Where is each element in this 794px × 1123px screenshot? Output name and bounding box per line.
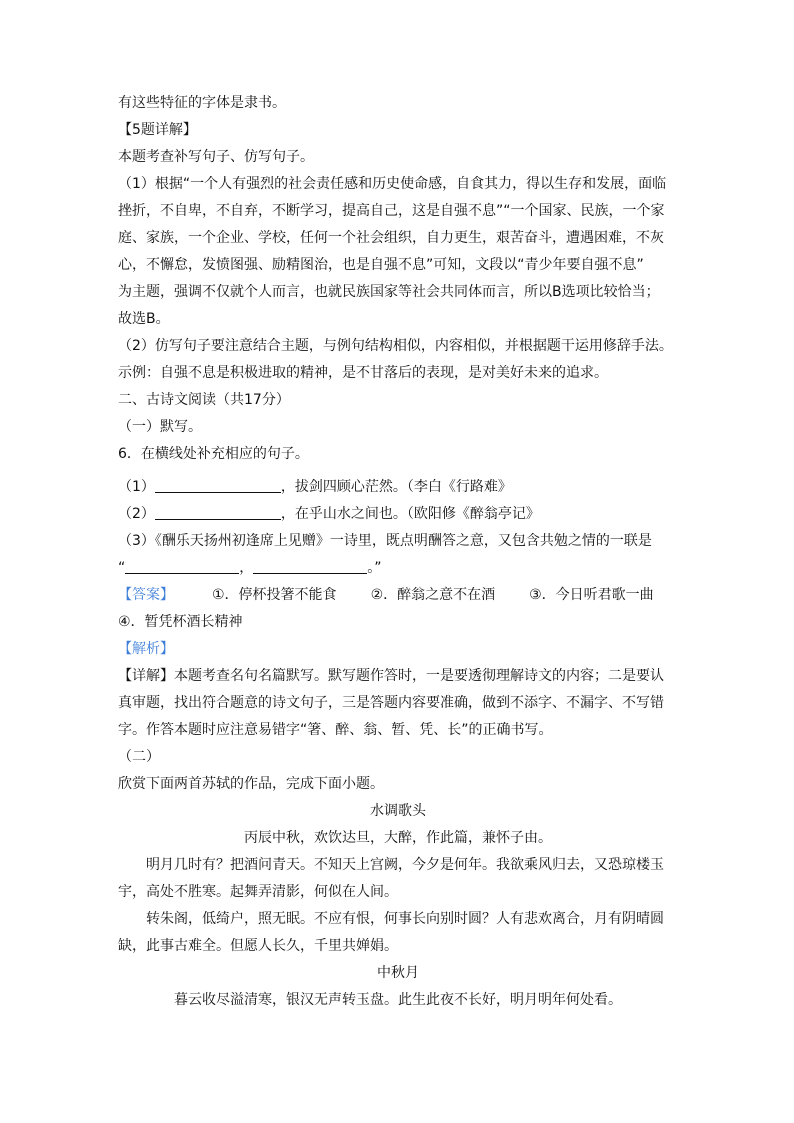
answer-blank: [155, 476, 281, 493]
question-title: 6．在横线处补充相应的句子。: [118, 446, 309, 462]
subsection-heading: （一）默写。: [118, 419, 202, 435]
analysis-label: 【解析】: [118, 641, 174, 657]
answer-blank: [155, 503, 281, 520]
question-2: [118, 501, 678, 528]
section-heading: 二、古诗文阅读（共17分）: [118, 392, 290, 408]
text-line: 欣赏下面两首苏轼的作品，完成下面小题。: [118, 776, 384, 792]
text-line: （1）根据“一个人有强烈的社会责任感和历史使命感，自食其力，得以生存和发展，面临: [118, 176, 667, 192]
text-line: 庭、家族，一个企业、学校，任何一个社会组织，自力更生，艰苦奋斗，遭遇困难，不灰: [118, 230, 664, 246]
text-line: 本题考查补写句子、仿写句子。: [118, 149, 314, 165]
answer-line: [118, 582, 678, 609]
question-text: ，拔剑四顾心茫然。（李白《行路难》: [280, 479, 512, 495]
text-line: 心，不懈怠，发愤图强、励精图治，也是自强不息”可知，文段以“青少年要自强不息”: [118, 257, 644, 273]
text-line: 【详解】本题考查名句名篇默写。默写题作答时，一是要透彻理解诗文的内容；二是要认: [118, 668, 664, 684]
question-number: （2）: [118, 506, 155, 522]
poem-preface: 丙辰中秋，欢饮达旦，大醉，作此篇，兼怀子由。: [244, 830, 552, 846]
answer-blank: [125, 557, 239, 574]
text-line: 故选B。: [118, 311, 170, 327]
section-heading: 【5题详解】: [118, 122, 197, 138]
answer-item: ③．今日听君歌一曲: [529, 587, 654, 603]
poem-line: 暮云收尽溢清寒，银汉无声转玉盘。此生此夜不长好，明月明年何处看。: [174, 992, 622, 1008]
answer-blank: [253, 557, 367, 574]
document-page: [118, 90, 678, 1014]
question-1: [118, 474, 678, 501]
text-line: 为主题，强调不仅就个人而言，也就民族国家等社会共同体而言，所以B选项比较恰当；: [118, 284, 660, 300]
answer-item: ①．停杯投箸不能食: [212, 587, 337, 603]
poem-line: 缺，此事古难全。但愿人长久，千里共婵娟。: [118, 938, 398, 954]
text-line: 有这些特征的字体是隶书。: [118, 95, 286, 111]
answer-label: 【答案】: [118, 587, 174, 603]
question-3: （3）《酬乐天扬州初逢席上见赠》一诗里，既点明酬答之意，又包含共勉之情的一联是: [118, 533, 652, 549]
poem-title: 水调歌头: [370, 803, 426, 819]
text-line: 示例：自强不息是积极进取的精神，是不甘落后的表现，是对美好未来的追求。: [118, 365, 608, 381]
answer-item: ②．醉翁之意不在酒: [370, 587, 496, 603]
comma: ，: [239, 560, 254, 576]
answer-item: ④．暂凭杯酒长精神: [118, 614, 243, 630]
question-3-blanks: [118, 555, 678, 582]
question-text: ，在乎山水之间也。（欧阳修《醉翁亭记》: [280, 506, 540, 522]
poem-line: 宇，高处不胜寒。起舞弄清影，何似在人间。: [118, 884, 398, 900]
poem-line: 转朱阁，低绮户，照无眠。不应有恨，何事长向别时圆？人有悲欢离合，月有阴晴圆: [146, 911, 664, 927]
poem-line: 明月几时有？把酒问青天。不知天上宫阙，今夕是何年。我欲乘风归去，又恐琼楼玉: [146, 857, 664, 873]
text-line: 挫折，不自卑，不自弃，不断学习，提高自己，这是自强不息”“一个国家、民族，一个家: [118, 203, 665, 219]
question-number: （1）: [118, 479, 155, 495]
text-line: 字。作答本题时应注意易错字“箸、醉、翁、暂、凭、长”的正确书写。: [118, 722, 553, 738]
text-line: （2）仿写句子要注意结合主题，与例句结构相似，内容相似，并根据题干运用修辞手法。: [118, 338, 673, 354]
poem-title: 中秋月: [377, 965, 419, 981]
quote-close: 。”: [367, 560, 382, 576]
text-line: 真审题，找出符合题意的诗文句子，三是答题内容要准确，做到不添字、不漏字、不写错: [118, 695, 664, 711]
subsection-heading: （二）: [118, 749, 160, 765]
quote-open: “: [118, 560, 126, 576]
